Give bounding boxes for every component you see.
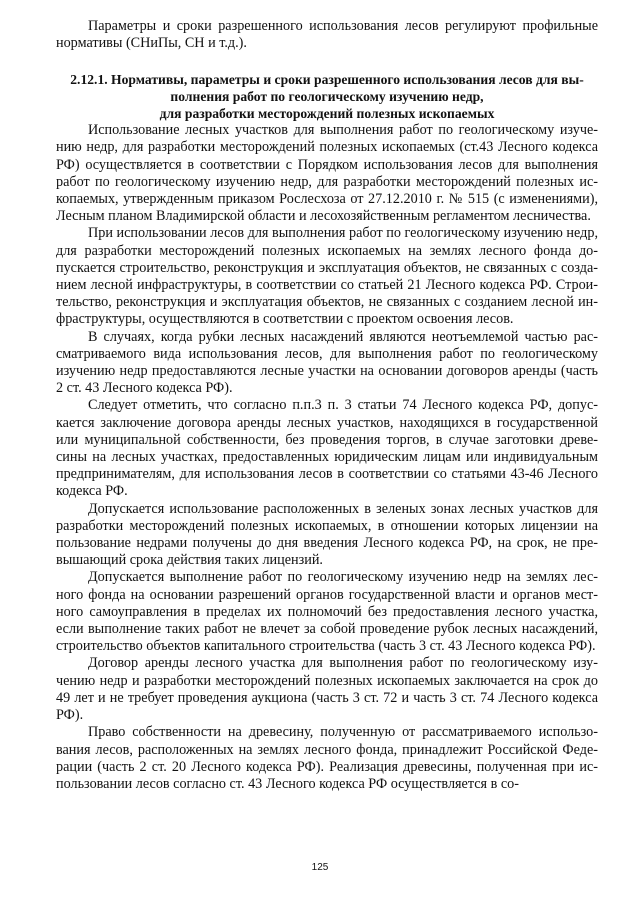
body-paragraph-3: В случаях, когда рубки лесных насаждений являются неотъемлемой частью рассматриваемого вида использования лесов, для выполнения работ по геологическому изучению недр предоставляются лесные участки на основании договоров аренды (часть 2 ст. 43 Лесного кодекса РФ). — [56, 328, 598, 397]
section-heading — [56, 72, 598, 122]
body-paragraph-2: При использовании лесов для выполнения работ по геологическому изучению недр, для разработки месторождений полезных ископаемых на землях лесного фонда допускается строительство, реконструкция и эксплуатация объектов, не связанных с созданием лесной инфраструктуры, в соответствии со статьей 21 Лесного кодекса РФ. Строительство, реконструкция и эксплуатация объектов, не связанных с созданием лесной инфраструктуры, осуществляются в соответствии с проектом освоения лесов. — [56, 225, 598, 328]
document-page — [56, 18, 598, 793]
intro-paragraph: Параметры и сроки разрешенного использования лесов регулируют профильные нормативы (СНиПы, СН и т.д.). — [56, 18, 598, 52]
section-heading-line-2: для разработки месторождений полезных ископаемых — [159, 105, 495, 121]
page-number: 125 — [311, 862, 329, 873]
body-paragraph-7: Договор аренды лесного участка для выполнения работ по геологическому изучению недр и разработки месторождений полезных ископаемых заключается на срок до 49 лет и не требует проведения аукциона (часть 3 ст. 72 и часть 3 ст. 74 Лесного кодекса РФ). — [56, 655, 598, 724]
body-paragraph-1: Использование лесных участков для выполнения работ по геологическому изучению недр, для разработки месторождений полезных ископаемых (ст.43 Лесного кодекса РФ) осуществляется в соответствии с Порядком использования лесов для выполнения работ по геологическому изучению недр, для разработки месторождений полезных ископаемых, утвержденным приказом Рослесхоза от 27.12.2010 г. № 515 (с изменениями), Лесным планом Владимирской области и лесохозяйственным регламентом лесничества. — [56, 122, 598, 225]
body-paragraph-8: Право собственности на древесину, полученную от рассматриваемого использования лесов, расположенных на землях лесного фонда, принадлежит Российской Федерации (часть 2 ст. 20 Лесного кодекса РФ). Реализация древесины, полученная при использовании лесов согласно ст. 43 Лесного кодекса РФ осуществляется в со- — [56, 724, 598, 792]
body-paragraph-6: Допускается выполнение работ по геологическому изучению недр на землях лесного фонда на основании разрешений органов государственной власти и органов местного самоуправления в пределах их полномочий без предоставления лесного участка, если выполнение таких работ не влечет за собой проведение рубок лесных насаждений, строительство объектов капитального строительства (часть 3 ст. 43 Лесного кодекса РФ). — [56, 569, 598, 655]
section-heading-line-1: 2.12.1. Нормативы, параметры и сроки разрешенного использования лесов для выполнения работ по геологическому изучению недр, — [70, 72, 584, 104]
body-paragraph-5: Допускается использование расположенных в зеленых зонах лесных участков для разработки месторождений полезных ископаемых, в отношении которых лицензии на пользование недрами получены до дня введения Лесного кодекса РФ, на срок, не превышающий срока действия таких лицензий. — [56, 500, 598, 569]
body-paragraph-4: Следует отметить, что согласно п.п.3 п. 3 статьи 74 Лесного кодекса РФ, допускается заключение договора аренды лесных участков, находящихся в государственной или муниципальной собственности, без проведения торгов, в случае заготовки древесины на лесных участках, предоставленных юридическим лицам или индивидуальным предпринимателям, для использования лесов в соответствии со статьями 43-46 Лесного кодекса РФ. — [56, 397, 598, 500]
